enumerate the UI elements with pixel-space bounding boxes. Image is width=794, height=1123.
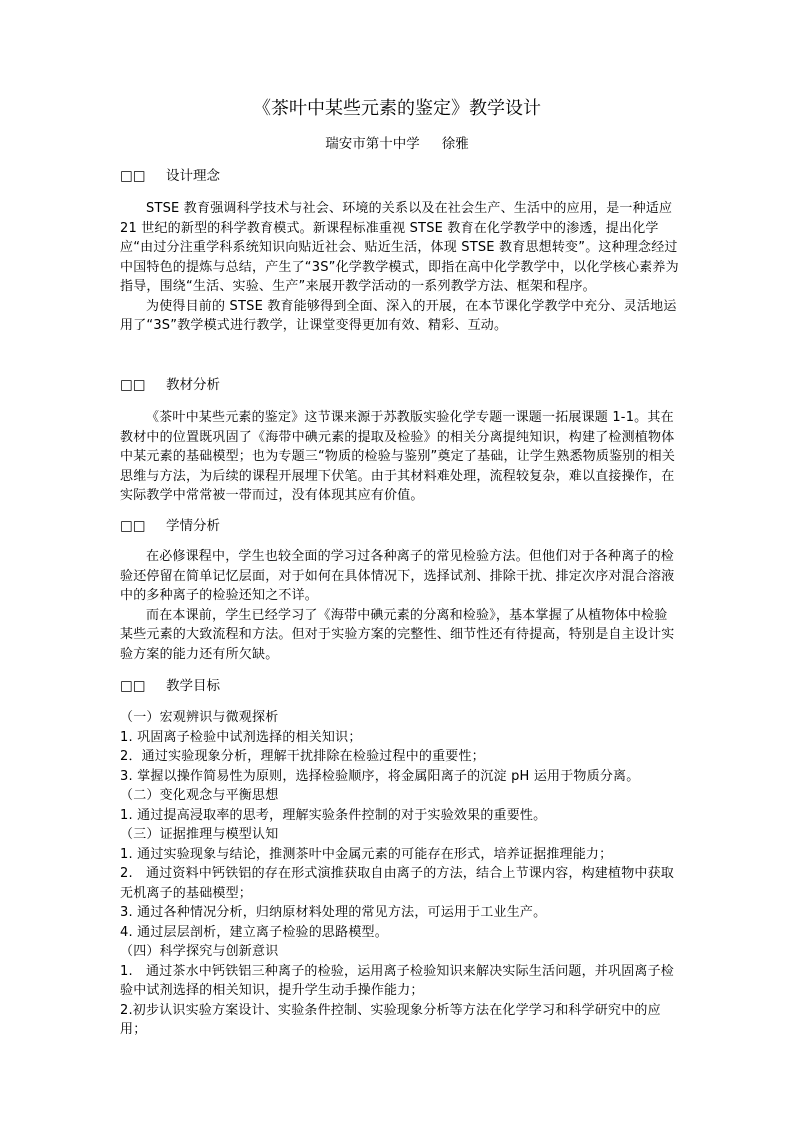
author-line <box>0 134 794 154</box>
goal-item: 1. 巩固离子检验中试剂选择的相关知识； <box>120 729 362 745</box>
paragraph: 在必修课程中，学生也较全面的学习过各种离子的常见检验方法。但他们对于各种离子的检验还停留在简单记忆层面，对于如何在具体情况下，选择试剂、排除干扰、排定次序对混合溶液中的多种离子的检验还知之不详。 <box>120 549 675 603</box>
goal-item: 1. 通过提高浸取率的思考，理解实验条件控制的对于实验效果的重要性。 <box>120 807 547 823</box>
goal-item: 1. 通过茶水中钙铁铝三种离子的检验，运用离子检验知识来解决实际生活问题，并巩固离子检验中试剂选择的相关知识，提升学生动手操作能力； <box>120 963 675 998</box>
section-heading-text: 教材分析 <box>166 377 220 393</box>
section-marker: □□ <box>120 518 146 534</box>
goal-item: 2．通过实验现象分析，理解干扰排除在检验过程中的重要性； <box>120 749 485 764</box>
goal-subheading: （一）宏观辨识与微观探析 <box>120 710 279 725</box>
school-name: 瑞安市第十中学 <box>325 136 420 152</box>
paragraph: 而在本课前，学生已经学习了《海带中碘元素的分离和检验》，基本掌握了从植物体中检验某些元素的大致流程和方法。但对于实验方案的完整性、细节性还有待提高，特别是自主设计实验方案的能力还有所欠缺。 <box>120 607 675 662</box>
section-heading-design-concept <box>120 166 220 186</box>
section-heading-text: 设计理念 <box>166 168 220 184</box>
section-heading-textbook-analysis <box>120 375 220 395</box>
goal-item: 3. 掌握以操作简易性为原则，选择检验顺序，将金属阳离子的沉淀 pH 运用于物质分离。 <box>120 768 640 784</box>
document-title: 《茶叶中某些元素的鉴定》教学设计 <box>253 98 541 119</box>
goal-item: 2.初步认识实验方案设计、实验条件控制、实验现象分析等方法在化学学习和科学研究中的应用； <box>120 1002 661 1037</box>
author-name: 徐雅 <box>441 136 469 152</box>
goal-item: 3. 通过各种情况分析，归纳原材料处理的常见方法，可运用于工业生产。 <box>120 905 547 920</box>
section-heading-teaching-goals <box>120 676 220 696</box>
goal-item: 1. 通过实验现象与结论，推测茶叶中金属元素的可能存在形式，培养证据推理能力； <box>120 846 613 862</box>
goal-subheading: （二）变化观念与平衡思想 <box>120 788 279 803</box>
section-marker: □□ <box>120 168 146 184</box>
paragraph: 《茶叶中某些元素的鉴定》这节课来源于苏教版实验化学专题一课题一拓展课题 1-1。其在教材中的位置既巩固了《海带中碘元素的提取及检验》的相关分离提纯知识，构建了检测植物体中某元素的基础模型；也为专题三“物质的检验与鉴别”奠定了基础，让学生熟悉物质鉴别的相关思维与方法，为后续的课程开展埋下伏笔。由于其材料难处理，流程较复杂，难以直接操作，在实际教学中常常被一带而过，没有体现其应有价值。 <box>120 410 676 503</box>
paragraph: 为使得目前的 STSE 教育能够得到全面、深入的开展，在本节课化学教学中充分、灵活地运用了“3S”教学模式进行教学，让课堂变得更加有效、精彩、互动。 <box>120 298 677 333</box>
goal-subheading: （三）证据推理与模型认知 <box>120 827 279 842</box>
goal-item: 4. 通过层层剖析，建立离子检验的思路模型。 <box>120 924 388 940</box>
section-body-design-concept <box>120 199 680 336</box>
section-body-teaching-goals <box>120 708 680 1040</box>
section-body-textbook-analysis <box>120 408 680 506</box>
section-heading-student-analysis <box>120 516 220 536</box>
section-heading-text: 学情分析 <box>166 518 220 534</box>
paragraph: STSE 教育强调科学技术与社会、环境的关系以及在社会生产、生活中的应用，是一种适应 21 世纪的新型的科学教育模式。新课程标准重视 STSE 教育在化学教学中的渗透，提出化学应“由过分注重学科系统知识向贴近社会、贴近生活，体现 STSE 教育思想转变”。这种理念经过中国特色的提炼与总结，产生了“3S”化学教学模式，即指在高中化学教学中，以化学核心素养为指导，围绕“生活、实验、生产”来展开教学活动的一系列教学方法、框架和程序。 <box>120 201 679 294</box>
section-marker: □□ <box>120 377 146 393</box>
section-heading-text: 教学目标 <box>166 678 220 694</box>
section-marker: □□ <box>120 678 146 694</box>
goal-subheading: （四）科学探究与创新意识 <box>120 944 279 959</box>
goal-item: 2. 通过资料中钙铁铝的存在形式演推获取自由离子的方法，结合上节课内容，构建植物中获取无机离子的基础模型； <box>120 866 675 901</box>
section-body-student-analysis <box>120 547 680 664</box>
